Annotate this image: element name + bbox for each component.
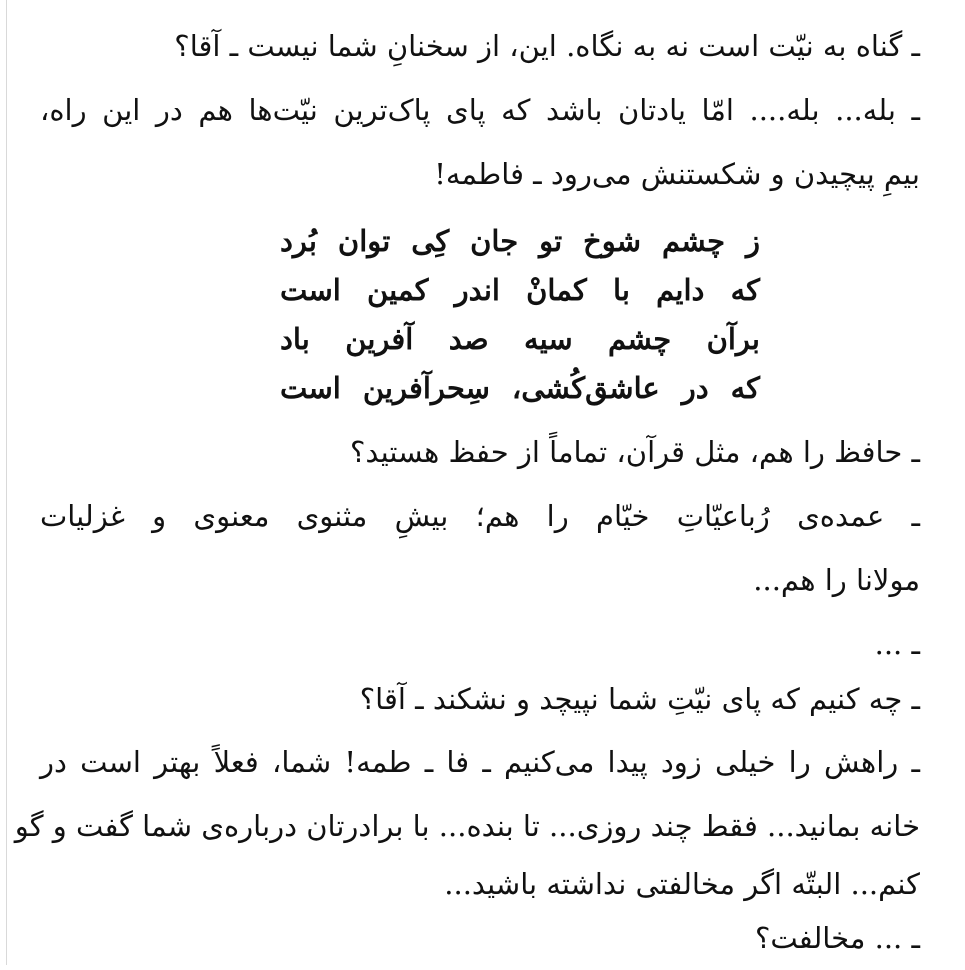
text-line-1: ـ گناه به نیّت است نه به نگاه. این، از سخنانِ شما نیست ـ آقا؟	[174, 29, 920, 63]
page-edge-divider	[6, 0, 7, 965]
text-line-6: مولانا را هم...	[753, 563, 920, 597]
text-line-10: خانه بمانید... فقط چند روزی... تا بنده... با برادرتان درباره‌ی شما گفت و گو	[14, 809, 920, 843]
text-line-2: ـ بله... بله.... امّا یادتان باشد که پای پاک‌ترین نیّت‌ها هم در این راه،	[40, 93, 920, 127]
text-line-12: ـ ... مخالفت؟	[754, 921, 920, 955]
poem-line-1: ز چشم شوخ تو جان کِی توان بُرد	[280, 224, 760, 258]
text-line-5: ـ عمده‌ی رُباعیّاتِ خیّام را هم؛ بیشِ مثنوی معنوی و غزلیات	[40, 499, 920, 533]
poem-line-2: که دایم با کمانْ اندر کمین است	[280, 273, 760, 307]
text-line-4: ـ حافظ را هم، مثل قرآن، تماماً از حفظ هستید؟	[350, 435, 920, 469]
poem-line-4: که در عاشق‌کُشی، سِحرآفرین است	[280, 371, 760, 405]
text-line-11: کنم... البتّه اگر مخالفتی نداشته باشید...	[444, 867, 920, 901]
poem-line-3: برآن چشم سیه صد آفرین باد	[280, 322, 760, 356]
text-line-8: ـ چه کنیم که پای نیّتِ شما نپیچد و نشکند ـ آقا؟	[359, 682, 920, 716]
text-line-7: ـ ...	[874, 627, 920, 661]
text-line-9: ـ راهش را خیلی زود پیدا می‌کنیم ـ فا ـ طمه! شما، فعلاً بهتر است در	[40, 745, 920, 779]
text-line-3: بیمِ پیچیدن و شکستنش می‌رود ـ فاطمه!	[434, 157, 920, 191]
